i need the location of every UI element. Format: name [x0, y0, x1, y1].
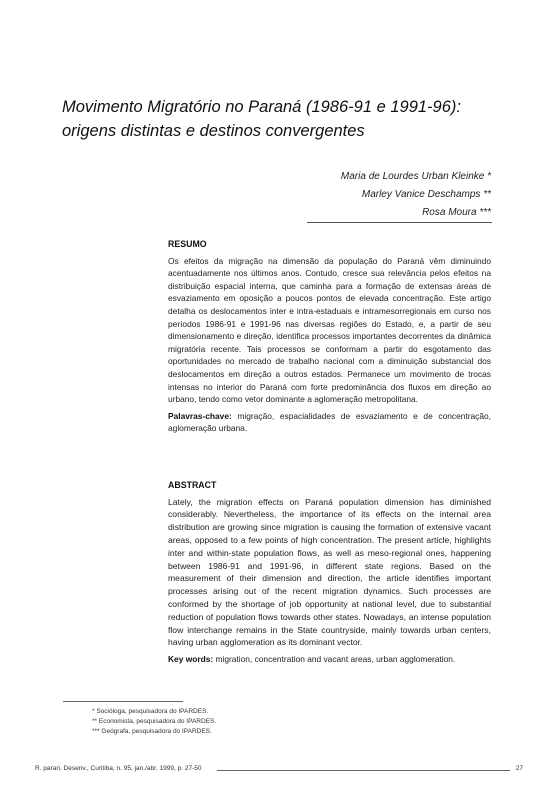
author-list — [341, 168, 491, 222]
page-number: 27 — [515, 765, 523, 772]
article-title — [62, 95, 502, 143]
abstract-keywords-label: Key words: — [168, 654, 214, 665]
footnotes — [92, 707, 216, 737]
abstract-keywords — [168, 653, 491, 666]
footnote-3: *** Geógrafa, pesquisadora do IPARDES. — [92, 728, 212, 735]
resumo-heading: RESUMO — [168, 239, 207, 249]
title-line-1: Movimento Migratório no Paraná (1986-91 e 1991-96): — [62, 98, 461, 116]
abstract-keywords-text: migration, concentration and vacant areas, urban agglomeration. — [215, 654, 456, 665]
resumo-keywords-label: Palavras-chave: — [168, 410, 232, 421]
footnote-divider — [63, 701, 183, 702]
title-line-2: origens distintas e destinos convergentes — [62, 122, 365, 140]
resumo-keywords — [168, 410, 491, 435]
journal-citation: R. paran. Desenv., Curitiba, n. 95, jan./abr. 1999, p. 27-50 — [35, 765, 202, 772]
author-2: Marley Vanice Deschamps ** — [361, 189, 491, 200]
abstract-body: Lately, the migration effects on Paraná population dimension has diminished considerably. Nevertheless, the importance of its effects on the internal area distribution are growing since migration is causing the formation of extensive vacant areas, opposed to a few points of high concentration. The present article, highlights inter and within-state population flows, as well as meso-regional ones, happening between 1986-91 and 1991-96, in different state regions. Based on the measurement of their dimension and direction, the article identifies important processes arising out of the recent migration dynamics. Such processes are conformed by the shortage of job opportunity at national level, due to substantial reduction of population flows towards other states. Nowadays, an intense population flow interchange remains in the State countryside, mainly towards urban centers, having urban agglomeration as its dominant vector. — [168, 496, 491, 648]
footnote-2: ** Economista, pesquisadora do IPARDES. — [92, 718, 217, 725]
author-1: Maria de Lourdes Urban Kleinke * — [340, 171, 491, 182]
abstract-section — [168, 479, 491, 666]
page-footer — [35, 765, 523, 777]
footnote-1: * Socióloga, pesquisadora do IPARDES. — [92, 708, 209, 715]
resumo-section — [168, 238, 491, 435]
abstract-heading: ABSTRACT — [168, 480, 217, 490]
author-3: Rosa Moura *** — [422, 207, 491, 218]
resumo-body: Os efeitos da migração na dimensão da população do Paraná vêm diminuindo acentuadamente nos últimos anos. Contudo, cresce sua relevância pelos efeitos na distribuição espacial interna, que caminha para a formação de extensas áreas de esvaziamento em oposição a poucos pontos de elevada concentração. Este artigo detalha os deslocamentos inter e intra-estaduais e intramesorregionais em curso nos períodos 1986-91 e 1991-96 nas diversas regiões do Estado, e, a partir de seu dimensionamento e direção, identifica processos importantes decorrentes da dinâmica migratória recente. Tais processos se conformam a partir do esgotamento das oportunidades no mercado de trabalho nacional com a diminuição substancial dos deslocamentos em direção a outros estados. Permanece um movimento de trocas intensas no interior do Paraná com forte predominância dos fluxos em direção ao urbano, tendo como vetor dominante a aglomeração metropolitana. — [168, 255, 491, 405]
author-divider — [307, 222, 492, 223]
footer-rule — [217, 770, 510, 771]
resumo-keywords-text: migração, espacialidades de esvaziamento e de concentração, aglomeração urbana. — [168, 410, 491, 434]
